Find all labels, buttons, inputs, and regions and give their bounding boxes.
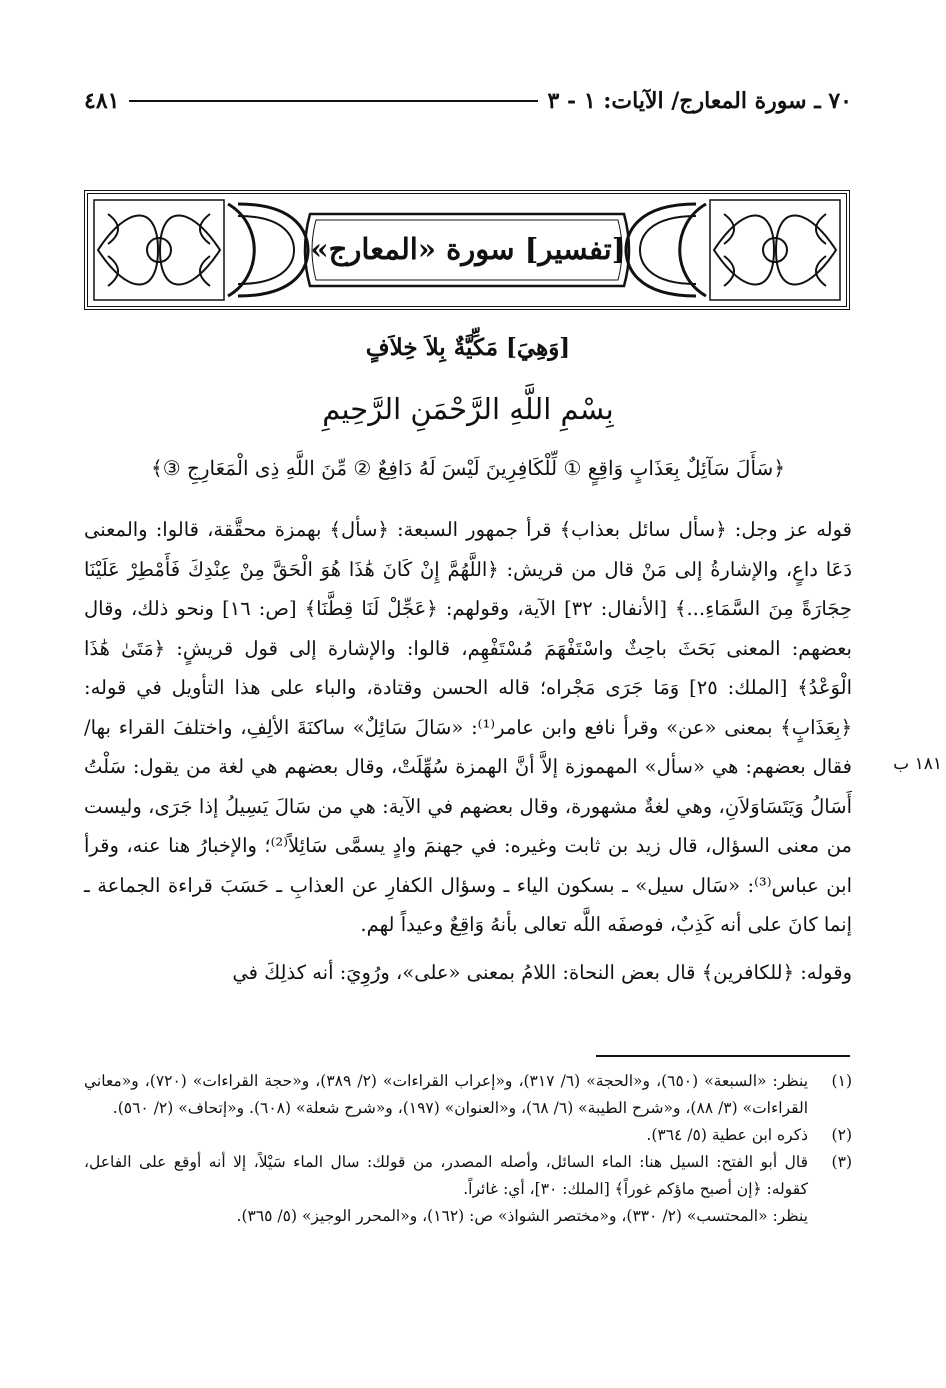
quran-verses: ﴿سَأَلَ سَآئِلٌ بِعَذَابٍ وَاقِعٍ ① لِّلْكَافِرِينَ لَيْسَ لَهُ دَافِعٌ ② مِّنَ اللَّهِ ذِى الْمَعَارِجِ ③﴾: [150, 456, 786, 480]
right-arabesque: [714, 216, 774, 285]
commentary-paragraph: قوله عز وجل: ﴿سأل سائل بعذاب﴾ قرأ جمهور السبعة: ﴿سأل﴾ بهمزة محقَّقة، قالوا: والمعنى دَعَا داعٍ، والإشارةُ إلى مَنْ قال من قريش: ﴿اللَّهُمَّ إِنْ كَانَ هَٰذَا هُوَ الْحَقَّ مِنْ عِنْدِكَ فَأَمْطِرْ عَلَيْنَا حِجَارَةً مِنَ السَّمَاءِ...﴾ [الأنفال: ٣٢] الآية، وقولهم: ﴿عَجِّلْ لَنَا قِطَّنَا﴾ [ص: ١٦] ونحو ذلك، وقال بعضهم: المعنى بَحَثَ باحِثٌ واسْتَفْهَمَ مُسْتَفْهِم، قالوا: والإشارة إلى قول قريشٍ: ﴿مَتَىٰ هَٰذَا الْوَعْدُ﴾ [الملك: ٢٥] وَمَا جَرَى مَجْراه؛ قاله الحسن وقتادة، والباء على هذا التأويل في قوله: ﴿بِعَذَابٍ﴾ بمعنى «عن» وقرأ نافع وابن عامر⁽¹⁾: «سَالَ سَائِلٌ» ساكنَةَ الألِفِ، واختلفَ القراء بها/ فقال بعضهم: هي «سأل» المهموزة إلاَّ أنَّ الهمزة سُهِّلَتْ، وقال بعضهم هي لغة من يقول: سَلْتُ أَسَالُ وَيَتَسَاوَلاَنِ، وهي لغةٌ مشهورة، وقال بعضهم في الآية: هي من سَالَ يَسِيلُ إذا جَرَى، وليست من معنى السؤال، قال زيد بن ثابت وغيره: في جهنمَ وادٍ يسمَّى سَائِلاً⁽²⁾؛ والإخبارُ هنا عنه، وقرأ ابن عباس⁽³⁾: «سَال سيل» ـ بسكون الياء ـ وسؤال الكفارِ عن العذابِ ـ حَسَبَ قراءة الجماعة ـ إنما كانَ على أنه كَذِبٌ، فوصفَه اللَّه تعالى بأنهُ وَاقِعٌ وعيداً لهم.: [84, 518, 852, 936]
right-ring-outer: [626, 204, 696, 296]
page-number: ٤٨١: [84, 88, 120, 114]
left-arabesque-b: [160, 216, 220, 285]
footnote-text: ينظر: «المحتسب» (٢/ ٣٣٠)، و«مختصر الشواذ» ص: (١٦٢)، و«المحرر الوجيز» (٥/ ٣٦٥).: [236, 1207, 808, 1225]
left-arabesque: [98, 216, 158, 285]
footnote-item: [84, 1122, 852, 1149]
right-arabesque-b: [776, 216, 836, 285]
running-title: ٧٠ ـ سورة المعارج/ الآيات: ١ - ٣: [547, 88, 852, 114]
footnote-number: (٢): [831, 1126, 852, 1144]
left-ring-inner: [238, 216, 294, 284]
footnote-item: [84, 1068, 852, 1122]
right-ring-edge: [680, 204, 706, 296]
footnote-rule: [596, 1055, 850, 1057]
footnote-item: [84, 1203, 852, 1230]
header-rule: [129, 100, 537, 102]
footnote-text: قال أبو الفتح: السيل هنا: الماء السائل، وأصله المصدر، من قولك: سال الماء سَيْلاً، إلا أنه أوقع على الفاعل، كقوله: ﴿إن أصبح ماؤكم غوراً﴾ [الملك: ٣٠]، أي: غائراً.: [84, 1153, 808, 1198]
commentary-paragraph: وقوله: ﴿للكافرين﴾ قال بعض النحاة: اللامُ بمعنى «على»، ورُوِيَ: أنه كذلِكَ في: [232, 960, 852, 984]
surah-subtitle: [وَهِيَ] مَكِّيَّةٌ بِلاَ خِلاَفٍ: [365, 334, 571, 361]
right-ring-inner: [640, 216, 696, 284]
surah-title: [تفسير] سورة «المعارج»: [310, 232, 626, 266]
footnote-text: ينظر: «السبعة» (٦٥٠)، و«الحجة» (٦/ ٣١٧)، و«إعراب القراءات» (٢/ ٣٨٩)، و«حجة القراءات» (٧٢٠)، و«معاني القراءات» (٣/ ٨٨)، و«شرح الطيبة» (٦/ ٦٨)، و«العنوان» (١٩٧)، و«شرح شعلة» (٦٠٨). و«إتحاف» (٢/ ٥٦٠).: [84, 1072, 809, 1117]
footnotes: [84, 1068, 852, 1230]
left-ring-edge: [228, 204, 254, 296]
footnote-item: [84, 1149, 852, 1203]
surah-banner: [84, 190, 850, 310]
commentary-body: [84, 510, 852, 992]
manuscript-folio-note: ١٨١ ب: [893, 754, 942, 774]
footnote-text: ذكره ابن عطية (٥/ ٣٦٤).: [646, 1126, 808, 1144]
running-head: [84, 86, 852, 116]
footnote-number: (٣): [831, 1153, 852, 1171]
left-ring-outer: [238, 204, 308, 296]
footnote-number: (١): [831, 1072, 852, 1090]
basmala: بِسْمِ اللَّهِ الرَّحْمَنِ الرَّحِيمِ: [322, 392, 614, 426]
